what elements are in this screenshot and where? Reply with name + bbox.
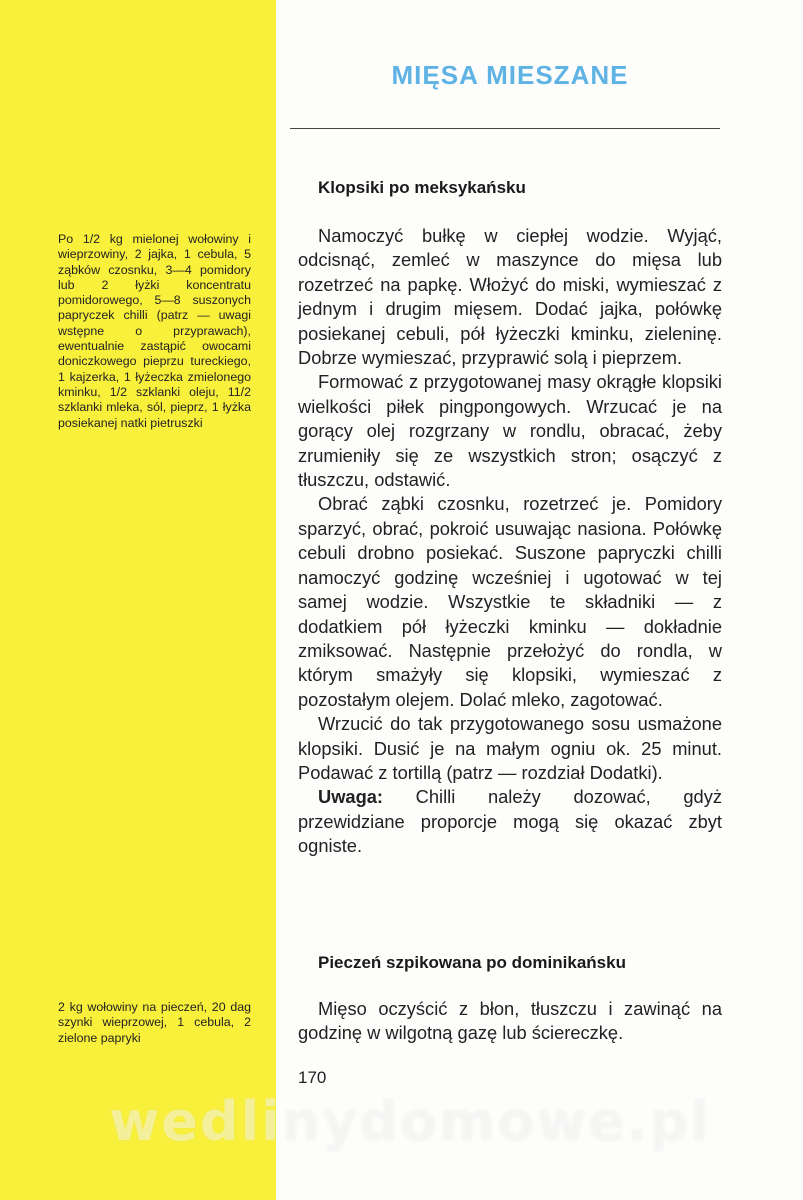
recipe1-paragraph-1: Namoczyć bułkę w ciepłej wodzie. Wyjąć, odcisnąć, zemleć w maszynce do mięsa lub rozetrzeć na papkę. Włożyć do miski, wymieszać z jednym i drugim mięsem. Dodać jajka, połówkę posiekanej cebuli, pół łyżeczki kminku, zieleninę. Dobrze wymieszać, przyprawić solą i pieprzem. bbox=[298, 225, 722, 369]
recipe1-note bbox=[298, 785, 722, 858]
recipe1-paragraph-3: Obrać ząbki czosnku, rozetrzeć je. Pomidory sparzyć, obrać, pokroić usuwając nasiona. Połówkę cebuli drobno posiekać. Suszone papryczki chilli namoczyć godzinę wcześniej i ugotować w tej samej wodzie. Wszystkie te składniki — z dodatkiem pół łyżeczki kminku — dokładnie zmiksować. Następnie przełożyć do rondla, w którym smażyły się klopsiki, wymieszać z pozostałym olejem. Dolać mleko, zagotować. bbox=[298, 493, 722, 710]
recipe2-heading: Pieczeń szpikowana po dominikańsku bbox=[318, 953, 626, 972]
watermark: wedlinydomowe.pl bbox=[109, 1090, 711, 1153]
recipe1-ingredients: Po 1/2 kg mielonej wołowiny i wieprzowiny, 2 jajka, 1 cebula, 5 ząbków czosnku, 3—4 pomidory lub 2 łyżki koncentratu pomidorowego, 5—8 suszonych papryczek chilli (patrz — uwagi wstępne o przyprawach), ewentualnie zastąpić owocami doniczkowego pieprzu tureckiego, 1 kajzerka, 1 łyżeczka zmielonego kminku, 1/2 szklanki oleju, 11/2 szklanki mleka, sól, pieprz, 1 łyżka posiekanej natki pietruszki bbox=[58, 232, 251, 430]
note-label: Uwaga: bbox=[318, 786, 384, 808]
recipe1-paragraph-4: Wrzucić do tak przygotowanego sosu usmażone klopsiki. Dusić je na małym ogniu ok. 25 minut. Podawać z tortillą (patrz — rozdział Dodatki). bbox=[298, 713, 722, 783]
recipe1-heading: Klopsiki po meksykańsku bbox=[318, 178, 526, 197]
recipe2-body bbox=[298, 997, 722, 1046]
page-title: MIĘSA MIESZANE bbox=[391, 60, 629, 90]
recipe1-body bbox=[298, 224, 722, 859]
recipe1-paragraph-2: Formować z przygotowanej masy okrągłe klopsiki wielkości piłek pingpongowych. Wrzucać je na gorący olej rozgrzany w rondlu, obracać, żeby zrumieniły się ze wszystkich stron; osączyć z tłuszczu, odstawić. bbox=[298, 371, 722, 491]
note-text: Chilli należy dozować, gdyż przewidziane proporcje mogą się okazać zbyt ogniste. bbox=[298, 786, 722, 857]
recipe2-ingredients: 2 kg wołowiny na pieczeń, 20 dag szynki wieprzowej, 1 cebula, 2 zielone papryki bbox=[58, 1000, 251, 1045]
page-number: 170 bbox=[298, 1068, 327, 1087]
title-divider bbox=[290, 128, 720, 129]
recipe2-paragraph-1: Mięso oczyścić z błon, tłuszczu i zawinąć na godzinę w wilgotną gazę lub ściereczkę. bbox=[298, 998, 722, 1044]
